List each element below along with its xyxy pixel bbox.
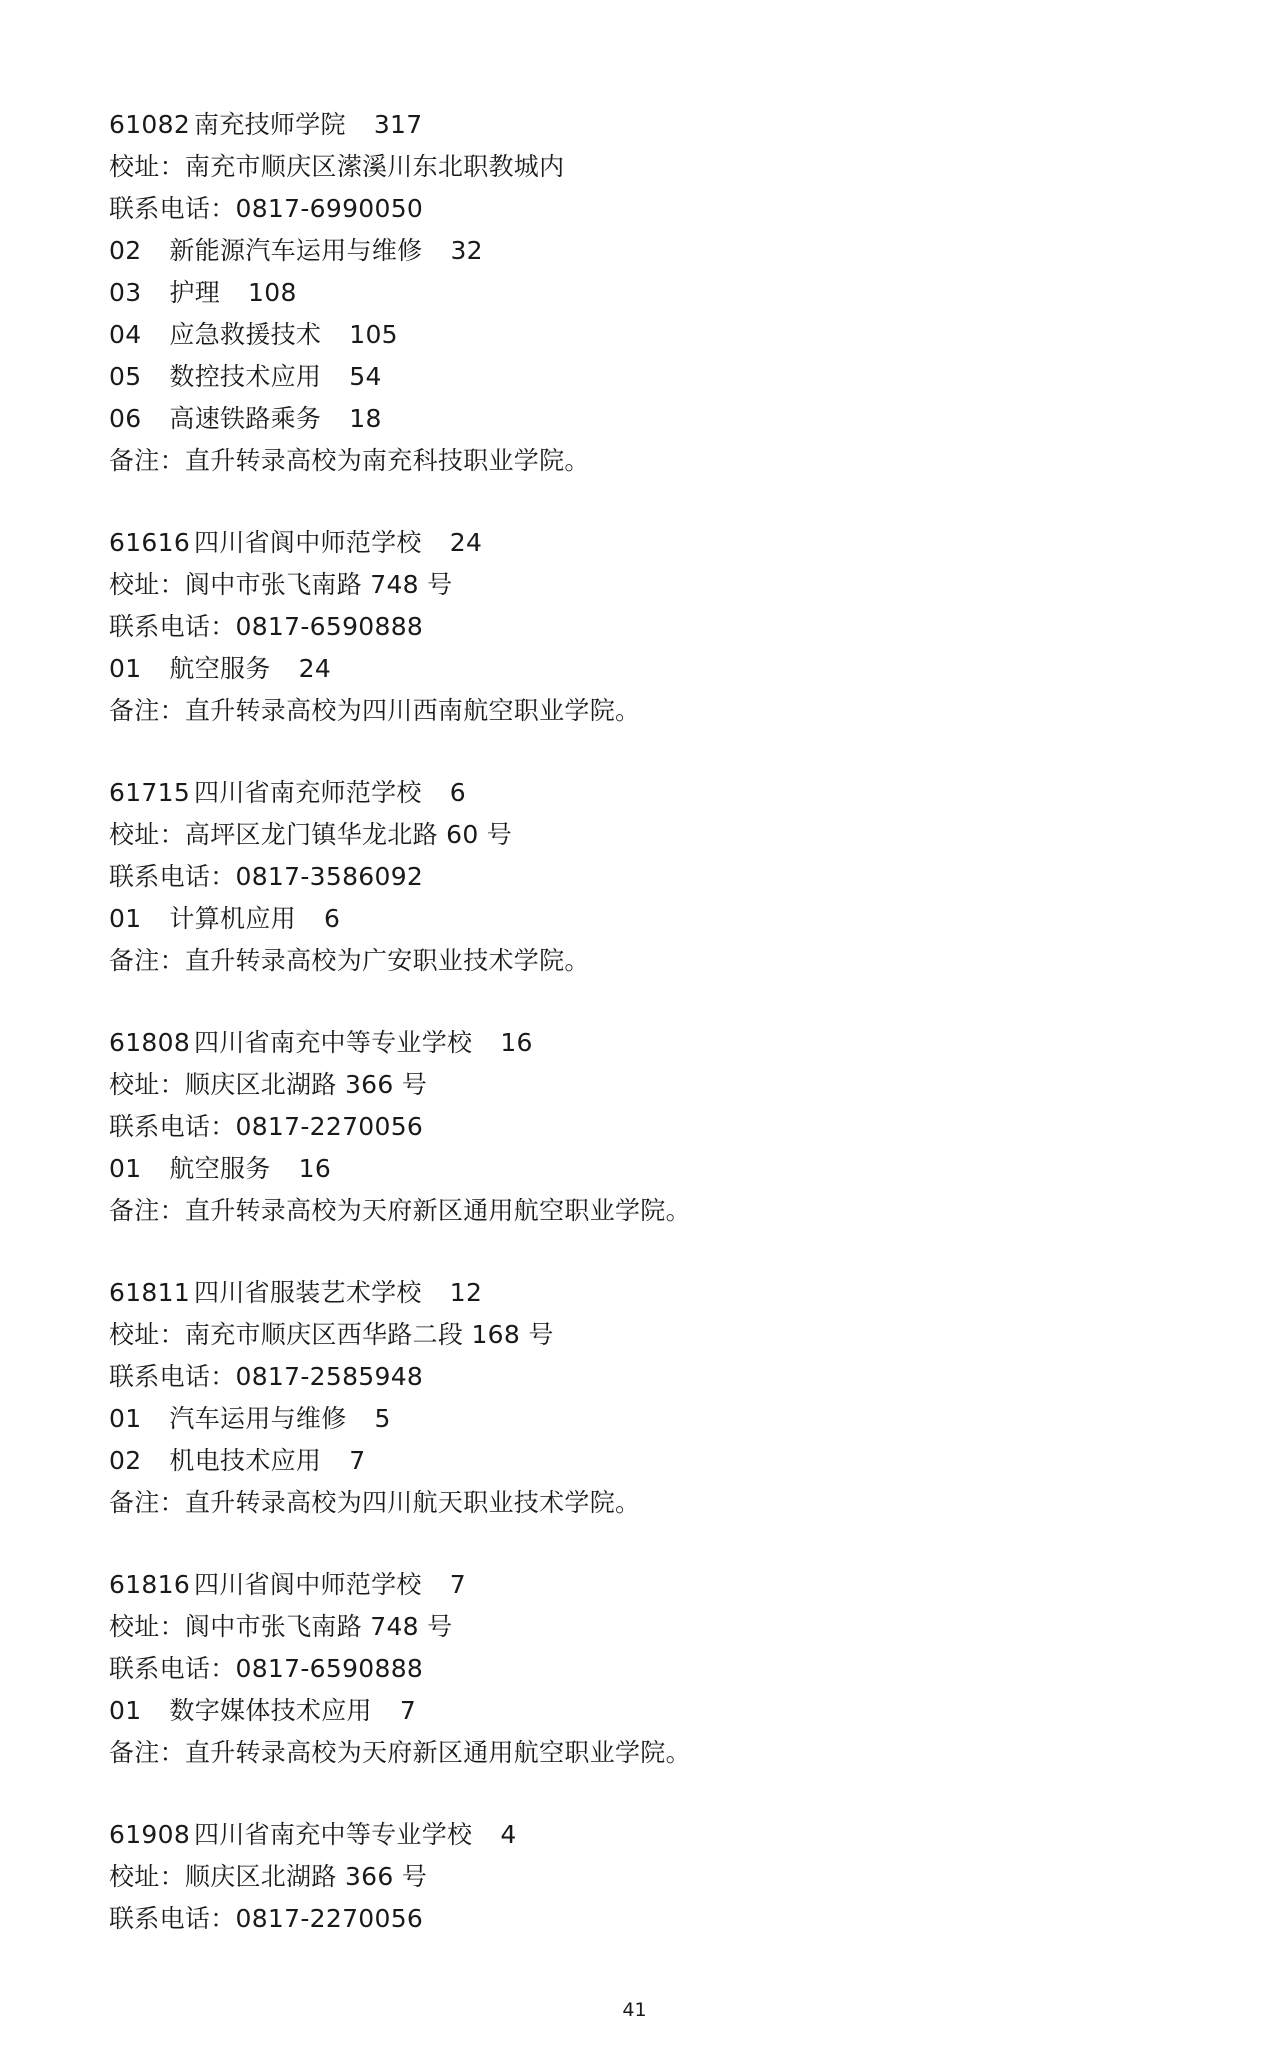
major-count: 32: [450, 236, 483, 265]
note-value: 直升转录高校为南充科技职业学院。: [184, 446, 590, 475]
major-name: 新能源汽车运用与维修: [169, 236, 423, 265]
major-name: 汽车运用与维修: [169, 1404, 347, 1433]
note-label: 备注：: [109, 1196, 185, 1225]
phone-label: 联系电话：: [109, 1904, 236, 1933]
major-row: [109, 1440, 1189, 1482]
school-total: 12: [449, 1278, 483, 1307]
page-number: 41: [622, 1999, 647, 2021]
major-count: 108: [248, 278, 297, 307]
major-row: [109, 230, 1189, 272]
note-value: 直升转录高校为四川西南航空职业学院。: [184, 696, 641, 725]
school-name: 四川省南充师范学校: [194, 778, 422, 807]
school-phone: [109, 606, 1189, 648]
school-note: [109, 690, 1189, 732]
address-label: 校址：: [109, 570, 185, 599]
address-value: 高坪区龙门镇华龙北路 60 号: [184, 820, 513, 849]
major-name: 机电技术应用: [169, 1446, 322, 1475]
school-address: [109, 1314, 1189, 1356]
school-total: 6: [449, 778, 466, 807]
school-code: 61816: [109, 1570, 191, 1599]
major-row: [109, 1690, 1189, 1732]
school-name: 四川省阆中师范学校: [194, 528, 422, 557]
major-count: 7: [349, 1446, 366, 1475]
school-name: 四川省服装艺术学校: [194, 1278, 422, 1307]
school-address: [109, 146, 1189, 188]
major-code: 02: [109, 236, 142, 265]
major-name: 航空服务: [169, 1154, 271, 1183]
phone-label: 联系电话：: [109, 1362, 236, 1391]
address-value: 南充市顺庆区西华路二段 168 号: [184, 1320, 554, 1349]
major-row: [109, 356, 1189, 398]
address-value: 阆中市张飞南路 748 号: [184, 1612, 453, 1641]
phone-value: 0817-3586092: [235, 862, 424, 891]
school-name: 四川省南充中等专业学校: [194, 1028, 473, 1057]
major-name: 应急救援技术: [169, 320, 322, 349]
address-label: 校址：: [109, 820, 185, 849]
school-code: 61616: [109, 528, 191, 557]
school-address: [109, 1856, 1189, 1898]
major-name: 数字媒体技术应用: [169, 1696, 372, 1725]
major-name: 高速铁路乘务: [169, 404, 322, 433]
school-entry: [109, 772, 1189, 982]
school-total: 317: [373, 110, 423, 139]
major-count: 24: [298, 654, 332, 683]
major-code: 02: [109, 1446, 142, 1475]
note-value: 直升转录高校为天府新区通用航空职业学院。: [184, 1196, 691, 1225]
phone-value: 0817-6590888: [235, 1654, 424, 1683]
major-code: 04: [109, 320, 142, 349]
school-header: [109, 772, 1189, 814]
major-row: [109, 898, 1189, 940]
school-entry: [109, 1564, 1189, 1774]
school-note: [109, 1190, 1189, 1232]
phone-value: 0817-2585948: [235, 1362, 424, 1391]
school-entry: [109, 104, 1189, 482]
school-header: [109, 1022, 1189, 1064]
major-code: 01: [109, 654, 142, 683]
school-phone: [109, 188, 1189, 230]
address-label: 校址：: [109, 1862, 185, 1891]
phone-label: 联系电话：: [109, 1654, 236, 1683]
major-code: 06: [109, 404, 142, 433]
phone-label: 联系电话：: [109, 862, 236, 891]
phone-label: 联系电话：: [109, 1112, 236, 1141]
school-phone: [109, 856, 1189, 898]
school-total: 24: [449, 528, 483, 557]
address-label: 校址：: [109, 1320, 185, 1349]
major-name: 护理: [169, 278, 221, 307]
address-label: 校址：: [109, 1612, 185, 1641]
phone-value: 0817-2270056: [235, 1112, 424, 1141]
major-row: [109, 648, 1189, 690]
phone-value: 0817-2270056: [235, 1904, 424, 1933]
major-row: [109, 1148, 1189, 1190]
school-note: [109, 940, 1189, 982]
major-count: 105: [349, 320, 398, 349]
school-header: [109, 1272, 1189, 1314]
school-phone: [109, 1106, 1189, 1148]
school-header: [109, 1564, 1189, 1606]
school-total: 7: [449, 1570, 466, 1599]
address-value: 阆中市张飞南路 748 号: [184, 570, 453, 599]
school-address: [109, 564, 1189, 606]
major-code: 01: [109, 1696, 142, 1725]
school-note: [109, 1732, 1189, 1774]
address-value: 南充市顺庆区潆溪川东北职教城内: [184, 152, 565, 181]
school-code: 61811: [109, 1278, 191, 1307]
note-label: 备注：: [109, 696, 185, 725]
school-address: [109, 1064, 1189, 1106]
phone-value: 0817-6590888: [235, 612, 424, 641]
note-label: 备注：: [109, 1488, 185, 1517]
major-count: 54: [349, 362, 382, 391]
school-name: 四川省南充中等专业学校: [194, 1820, 473, 1849]
major-count: 5: [374, 1404, 391, 1433]
school-code: 61808: [109, 1028, 191, 1057]
major-count: 6: [323, 904, 341, 933]
phone-label: 联系电话：: [109, 194, 236, 223]
major-count: 7: [399, 1696, 417, 1725]
address-label: 校址：: [109, 1070, 185, 1099]
school-address: [109, 814, 1189, 856]
note-value: 直升转录高校为四川航天职业技术学院。: [184, 1488, 641, 1517]
school-code: 61908: [109, 1820, 191, 1849]
major-row: [109, 398, 1189, 440]
major-name: 数控技术应用: [169, 362, 322, 391]
major-code: 01: [109, 1154, 142, 1183]
school-note: [109, 440, 1189, 482]
note-label: 备注：: [109, 446, 185, 475]
address-value: 顺庆区北湖路 366 号: [184, 1070, 428, 1099]
school-header: [109, 522, 1189, 564]
school-entry: [109, 1814, 1189, 1940]
major-code: 01: [109, 904, 142, 933]
school-phone: [109, 1898, 1189, 1940]
major-count: 18: [349, 404, 382, 433]
phone-label: 联系电话：: [109, 612, 236, 641]
school-entry: [109, 522, 1189, 732]
major-row: [109, 314, 1189, 356]
major-count: 16: [298, 1154, 332, 1183]
school-phone: [109, 1648, 1189, 1690]
note-value: 直升转录高校为广安职业技术学院。: [184, 946, 590, 975]
school-entry: [109, 1272, 1189, 1524]
note-label: 备注：: [109, 946, 185, 975]
document-body: [109, 104, 1189, 1980]
note-label: 备注：: [109, 1738, 185, 1767]
major-code: 01: [109, 1404, 142, 1433]
school-address: [109, 1606, 1189, 1648]
school-code: 61082: [109, 110, 191, 139]
school-name: 南充技师学院: [194, 110, 346, 139]
phone-value: 0817-6990050: [235, 194, 424, 223]
major-name: 计算机应用: [169, 904, 296, 933]
school-header: [109, 1814, 1189, 1856]
school-total: 4: [500, 1820, 517, 1849]
major-name: 航空服务: [169, 654, 271, 683]
school-header: [109, 104, 1189, 146]
address-label: 校址：: [109, 152, 185, 181]
school-phone: [109, 1356, 1189, 1398]
major-code: 05: [109, 362, 142, 391]
major-row: [109, 1398, 1189, 1440]
school-name: 四川省阆中师范学校: [194, 1570, 422, 1599]
school-note: [109, 1482, 1189, 1524]
note-value: 直升转录高校为天府新区通用航空职业学院。: [184, 1738, 691, 1767]
school-code: 61715: [109, 778, 191, 807]
address-value: 顺庆区北湖路 366 号: [184, 1862, 428, 1891]
major-row: [109, 272, 1189, 314]
school-entry: [109, 1022, 1189, 1232]
school-total: 16: [500, 1028, 533, 1057]
major-code: 03: [109, 278, 142, 307]
